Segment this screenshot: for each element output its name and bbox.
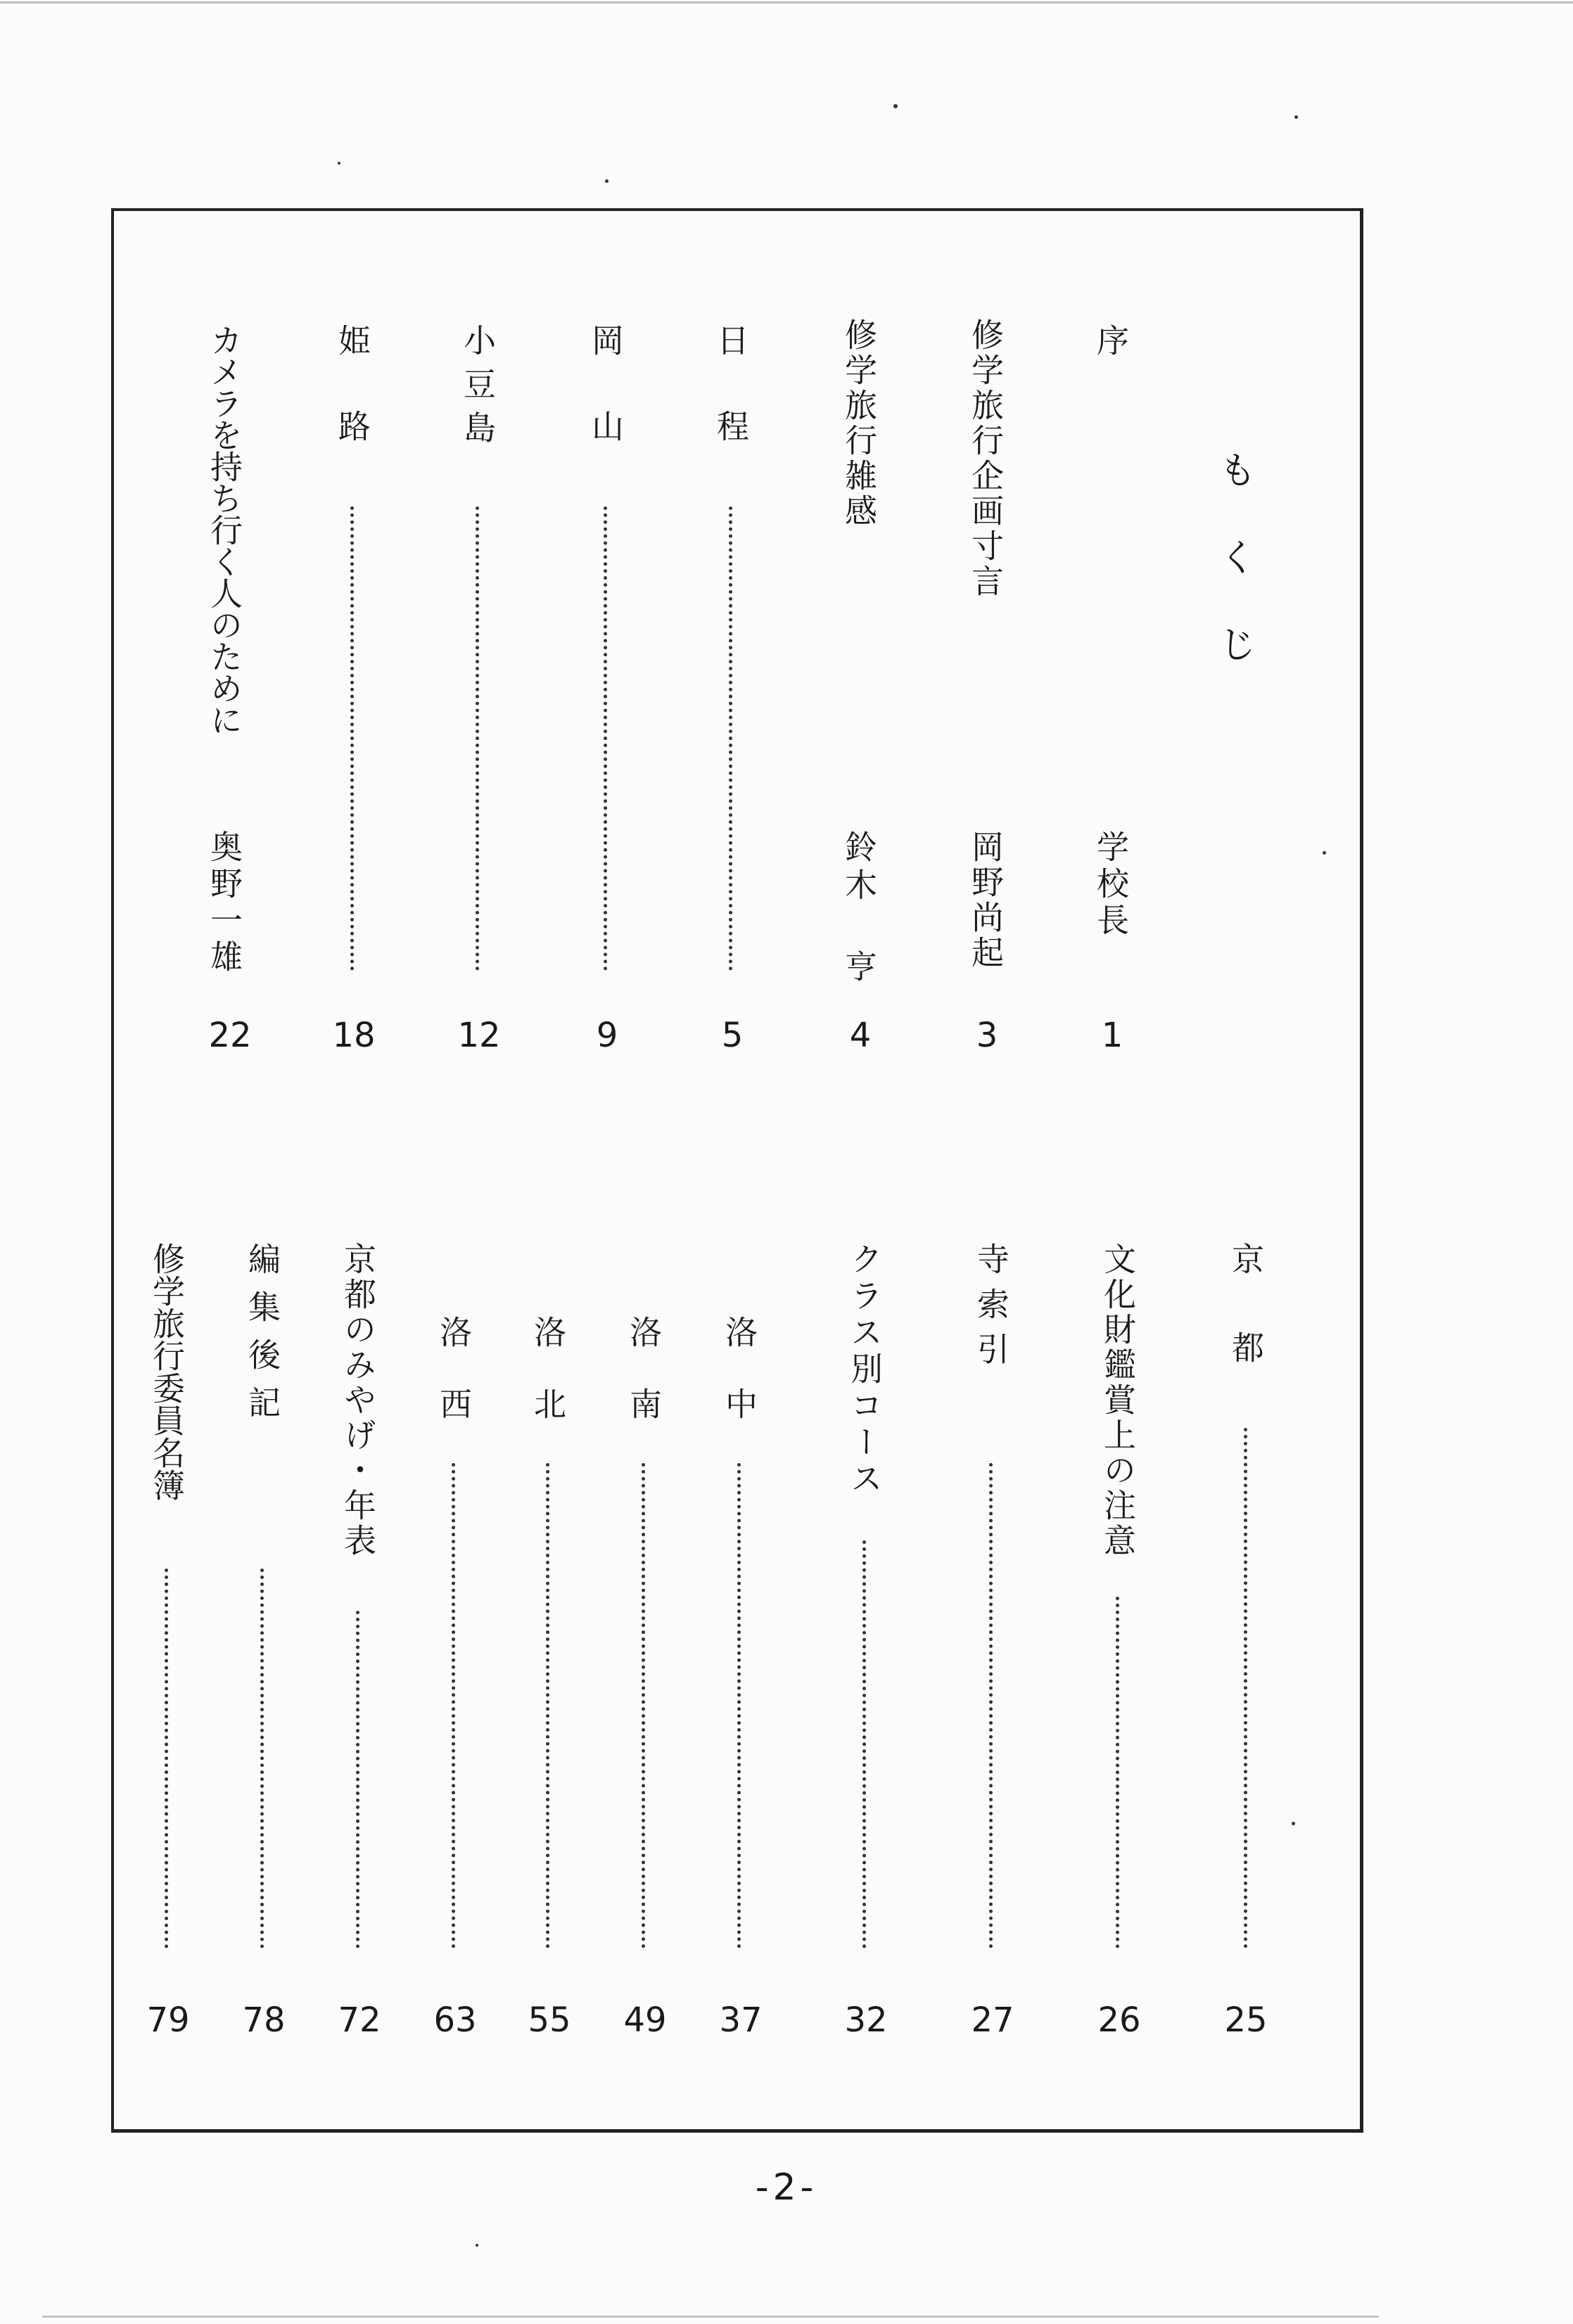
page-number: -2- <box>755 2166 818 2209</box>
toc-entry-title: 京都のみやげ・年表 <box>339 1242 377 1559</box>
toc-entry-author: 鈴木 亨 <box>840 830 878 988</box>
toc-entry-title: 洛南 <box>625 1315 663 1459</box>
toc-entry-author: 学校長 <box>1092 830 1130 940</box>
toc-entry-title: 洛中 <box>720 1315 758 1459</box>
scan-speck <box>893 104 898 108</box>
toc-entry-title: 修学旅行企画寸言 <box>967 318 1005 599</box>
toc-entry-title: 修学旅行雑感 <box>840 318 878 529</box>
toc-entry-page: 26 <box>1097 2000 1141 2040</box>
toc-leader-dots <box>546 1463 549 1948</box>
toc-entry-title: 岡山 <box>587 324 625 495</box>
toc-entry-title: カメラを持ち行く人のために <box>205 324 243 735</box>
scan-speck <box>1323 851 1326 855</box>
toc-leader-dots <box>350 506 354 971</box>
toc-entry-page: 63 <box>433 2000 477 2040</box>
toc-leader-dots <box>862 1540 866 1948</box>
toc-entry-title: 洛北 <box>529 1315 567 1459</box>
toc-entry-title: 日程 <box>712 324 750 495</box>
toc-leader-dots <box>356 1611 359 1948</box>
scan-speck <box>1294 115 1298 119</box>
toc-entry-title: 文化財鑑賞上の注意 <box>1099 1242 1137 1559</box>
scan-speck <box>476 2244 478 2247</box>
toc-leader-dots <box>165 1569 168 1948</box>
scan-edge-bottom <box>42 2316 1379 2318</box>
toc-leader-dots <box>737 1463 741 1948</box>
scan-speck <box>1292 1822 1295 1825</box>
toc-leader-dots <box>260 1569 264 1948</box>
toc-entry-page: 79 <box>146 2000 190 2040</box>
toc-leader-dots <box>452 1463 455 1948</box>
toc-entry-title: 修学旅行委員名簿 <box>148 1242 186 1501</box>
toc-entry-author: 岡野尚起 <box>967 830 1005 971</box>
toc-entry-title: 寺索引 <box>972 1242 1010 1377</box>
toc-entry-page: 25 <box>1224 2000 1268 2040</box>
toc-entry-page: 1 <box>1101 1016 1123 1055</box>
toc-entry-page: 3 <box>976 1016 998 1055</box>
toc-entry-page: 27 <box>971 2000 1014 2040</box>
toc-entry-title: 編集後記 <box>243 1242 281 1434</box>
toc-entry-page: 49 <box>623 2000 667 2040</box>
toc-leader-dots <box>476 506 479 971</box>
toc-entry-title: 洛西 <box>435 1315 473 1459</box>
toc-entry-page: 18 <box>332 1016 376 1055</box>
scan-speck <box>338 162 340 165</box>
toc-entry-author: 奥野一雄 <box>205 830 243 976</box>
toc-entry-page: 4 <box>849 1016 872 1055</box>
toc-leader-dots <box>604 506 607 971</box>
toc-title: もくじ <box>1213 450 1257 712</box>
toc-leader-dots <box>642 1463 645 1948</box>
toc-entry-title: クラス別コース <box>846 1242 884 1498</box>
toc-entry-title: 序 <box>1092 324 1130 363</box>
toc-leader-dots <box>1116 1597 1119 1948</box>
toc-entry-page: 72 <box>338 2000 381 2040</box>
toc-leader-dots <box>1244 1428 1247 1948</box>
scan-speck <box>605 179 609 183</box>
scan-edge-top <box>0 1 1573 4</box>
toc-entry-title: 姫路 <box>333 324 371 495</box>
toc-entry-page: 12 <box>457 1016 501 1055</box>
toc-entry-page: 22 <box>208 1016 252 1055</box>
toc-entry-page: 32 <box>844 2000 888 2040</box>
toc-leader-dots <box>989 1463 993 1948</box>
toc-entry-page: 37 <box>719 2000 763 2040</box>
toc-leader-dots <box>729 506 732 971</box>
toc-entry-page: 78 <box>242 2000 286 2040</box>
toc-entry-page: 55 <box>528 2000 571 2040</box>
toc-entry-page: 5 <box>721 1016 744 1055</box>
toc-entry-title: 京都 <box>1227 1242 1265 1419</box>
toc-entry-page: 9 <box>596 1016 618 1055</box>
toc-entry-title: 小豆島 <box>459 324 497 454</box>
